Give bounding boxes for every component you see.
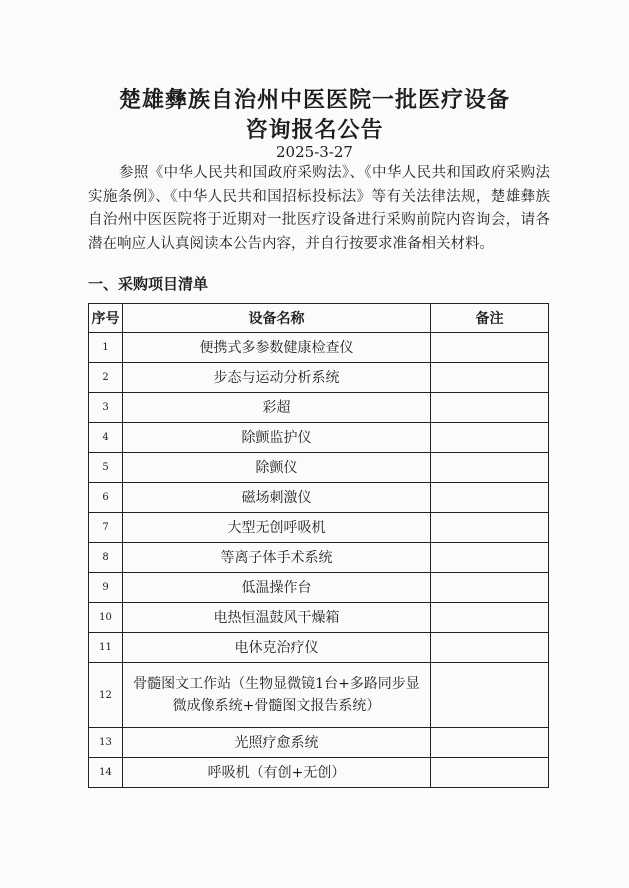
row-note <box>431 333 549 363</box>
row-name: 便携式多参数健康检查仪 <box>123 333 431 363</box>
row-no: 11 <box>89 633 123 663</box>
row-name: 骨髓图文工作站（生物显微镜1台+多路同步显微成像系统+骨髓图文报告系统） <box>123 663 431 728</box>
document-title-line-1: 楚雄彝族自治州中医医院一批医疗设备 <box>118 88 510 113</box>
row-name: 大型无创呼吸机 <box>123 513 431 543</box>
row-name: 光照疗愈系统 <box>123 728 431 758</box>
row-no: 13 <box>89 728 123 758</box>
table-row <box>89 758 549 788</box>
row-note <box>431 483 549 513</box>
row-name: 彩超 <box>123 393 431 423</box>
row-name: 电热恒温鼓风干燥箱 <box>123 603 431 633</box>
table-row <box>89 633 549 663</box>
row-note <box>431 573 549 603</box>
row-note <box>431 543 549 573</box>
document-date: 2025-3-27 <box>276 143 353 161</box>
row-note <box>431 728 549 758</box>
row-note <box>431 663 549 728</box>
row-no: 6 <box>89 483 123 513</box>
row-name: 等离子体手术系统 <box>123 543 431 573</box>
table-row <box>89 603 549 633</box>
row-note <box>431 513 549 543</box>
row-no: 9 <box>89 573 123 603</box>
row-note <box>431 393 549 423</box>
row-no: 14 <box>89 758 123 788</box>
header-note: 备注 <box>431 304 549 333</box>
table-row <box>89 573 549 603</box>
table-row <box>89 513 549 543</box>
row-name: 步态与运动分析系统 <box>123 363 431 393</box>
row-name: 磁场刺激仪 <box>123 483 431 513</box>
row-no: 8 <box>89 543 123 573</box>
table-row <box>89 483 549 513</box>
table-row <box>89 393 549 423</box>
row-note <box>431 453 549 483</box>
row-note <box>431 758 549 788</box>
header-name: 设备名称 <box>123 304 431 333</box>
row-name: 除颤监护仪 <box>123 423 431 453</box>
row-no: 3 <box>89 393 123 423</box>
row-name: 除颤仪 <box>123 453 431 483</box>
row-no: 2 <box>89 363 123 393</box>
intro-paragraph: 参照《中华人民共和国政府采购法》、《中华人民共和国政府采购法实施条例》、《中华人民共和国招标投标法》等有关法律法规，楚雄彝族自治州中医医院将于近期对一批医疗设备进行采购前院内咨询会，请各潜在响应人认真阅读本公告内容，并自行按要求准备相关材料。 <box>88 165 550 252</box>
table-row <box>89 423 549 453</box>
table-row <box>89 453 549 483</box>
header-no: 序号 <box>89 304 123 333</box>
row-name: 电休克治疗仪 <box>123 633 431 663</box>
row-note <box>431 423 549 453</box>
row-no: 1 <box>89 333 123 363</box>
procurement-table <box>88 303 549 788</box>
row-no: 4 <box>89 423 123 453</box>
row-name: 呼吸机（有创+无创） <box>123 758 431 788</box>
row-no: 10 <box>89 603 123 633</box>
table-row <box>89 728 549 758</box>
row-note <box>431 603 549 633</box>
row-name: 低温操作台 <box>123 573 431 603</box>
table-row <box>89 543 549 573</box>
section-heading: 一、采购项目清单 <box>88 275 209 293</box>
row-no: 5 <box>89 453 123 483</box>
row-note <box>431 633 549 663</box>
table-row <box>89 333 549 363</box>
row-note <box>431 363 549 393</box>
table-row <box>89 363 549 393</box>
document-title-line-2: 咨询报名公告 <box>245 118 384 143</box>
row-no: 7 <box>89 513 123 543</box>
row-no: 12 <box>89 663 123 728</box>
table-row <box>89 663 549 728</box>
